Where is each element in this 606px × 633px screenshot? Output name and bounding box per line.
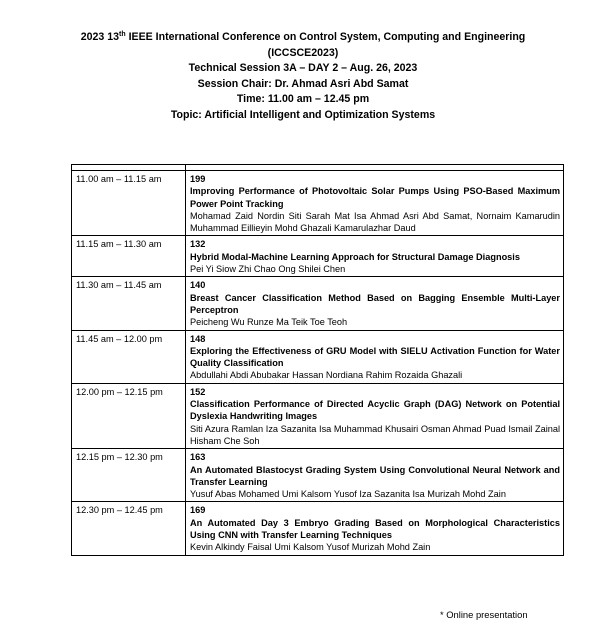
paper-cell (186, 502, 564, 555)
time-slot: 11.30 am – 11.45 am (72, 277, 186, 330)
paper-title: An Automated Day 3 Embryo Grading Based on Morphological Characteristics Using CNN with Transfer Learning Techniques (190, 517, 560, 541)
paper-cell (186, 277, 564, 330)
paper-title: Classification Performance of Directed Acyclic Graph (DAG) Network on Potential Dyslexia Handwriting Images (190, 399, 560, 422)
session-title: Technical Session 3A – DAY 2 – Aug. 26, 2023 (188, 62, 418, 75)
paper-id: 132 (190, 239, 206, 250)
paper-authors: Peicheng Wu Runze Ma Teik Toe Teoh (190, 317, 348, 328)
paper-authors: Pei Yi Siow Zhi Chao Ong Shilei Chen (190, 264, 346, 275)
time-slot: 11.15 am – 11.30 am (72, 236, 186, 277)
table-row (72, 277, 564, 330)
paper-cell (186, 383, 564, 448)
session-topic: Topic: Artificial Intelligent and Optimization Systems (170, 108, 436, 121)
time-slot: 11.00 am – 11.15 am (72, 171, 186, 236)
session-chair: Session Chair: Dr. Ahmad Asri Abd Samat (197, 77, 409, 90)
paper-id: 148 (190, 333, 206, 344)
paper-title: Breast Cancer Classification Method Based on Bagging Ensemble Multi-Layer Perceptron (190, 292, 560, 315)
paper-id: 152 (190, 386, 206, 397)
time-slot: 12.15 pm – 12.30 pm (72, 449, 186, 502)
time-slot: 11.45 am – 12.00 pm (72, 330, 186, 383)
time-slot: 12.00 pm – 12.15 pm (72, 383, 186, 448)
paper-cell (186, 449, 564, 502)
paper-title: Improving Performance of Photovoltaic Solar Pumps Using PSO-Based Maximum Power Point Tracking (190, 186, 560, 209)
paper-title: Exploring the Effectiveness of GRU Model with SIELU Activation Function for Water Quality Classification (190, 345, 560, 369)
paper-authors: Abdullahi Abdi Abubakar Hassan Nordiana Rahim Rozaida Ghazali (190, 370, 463, 381)
paper-id: 163 (190, 452, 206, 463)
conference-acronym: (ICCSCE2023) (267, 46, 339, 59)
conference-title: 2023 13th IEEE International Conference on Control System, Computing and Engineering (80, 31, 526, 43)
paper-authors: Siti Azura Ramlan Iza Sazanita Isa Muhammad Khusairi Osman Ahmad Puad Ismail Zainal Hisham Che Soh (190, 423, 560, 446)
table-row (72, 502, 564, 555)
table-row (72, 236, 564, 277)
session-time: Time: 11.00 am – 12.45 pm (236, 93, 370, 106)
paper-id: 140 (190, 280, 206, 291)
table-row (72, 330, 564, 383)
paper-authors: Mohamad Zaid Nordin Siti Sarah Mat Isa Ahmad Asri Abd Samat, Nornaim Kamarudin Muhammad Eillieyin Mohd Ghazali Kamarulazhar Daud (190, 210, 560, 234)
online-presentation-note: * Online presentation (440, 609, 528, 620)
time-slot: 12.30 pm – 12.45 pm (72, 502, 186, 555)
table-row (72, 171, 564, 236)
paper-title: Hybrid Modal-Machine Learning Approach for Structural Damage Diagnosis (190, 251, 520, 262)
paper-cell (186, 330, 564, 383)
table-row (72, 383, 564, 448)
schedule-table (71, 164, 564, 556)
session-header (0, 30, 606, 124)
paper-id: 169 (190, 505, 206, 516)
paper-authors: Kevin Alkindy Faisal Umi Kalsom Yusof Murizah Mohd Zain (190, 542, 431, 553)
paper-cell (186, 171, 564, 236)
table-row (72, 449, 564, 502)
paper-id: 199 (190, 174, 206, 184)
paper-title: An Automated Blastocyst Grading System Using Convolutional Neural Network and Transfer Learning (190, 464, 560, 487)
paper-cell (186, 236, 564, 277)
paper-authors: Yusuf Abas Mohamed Umi Kalsom Yusof Iza Sazanita Isa Murizah Mohd Zain (190, 489, 506, 500)
